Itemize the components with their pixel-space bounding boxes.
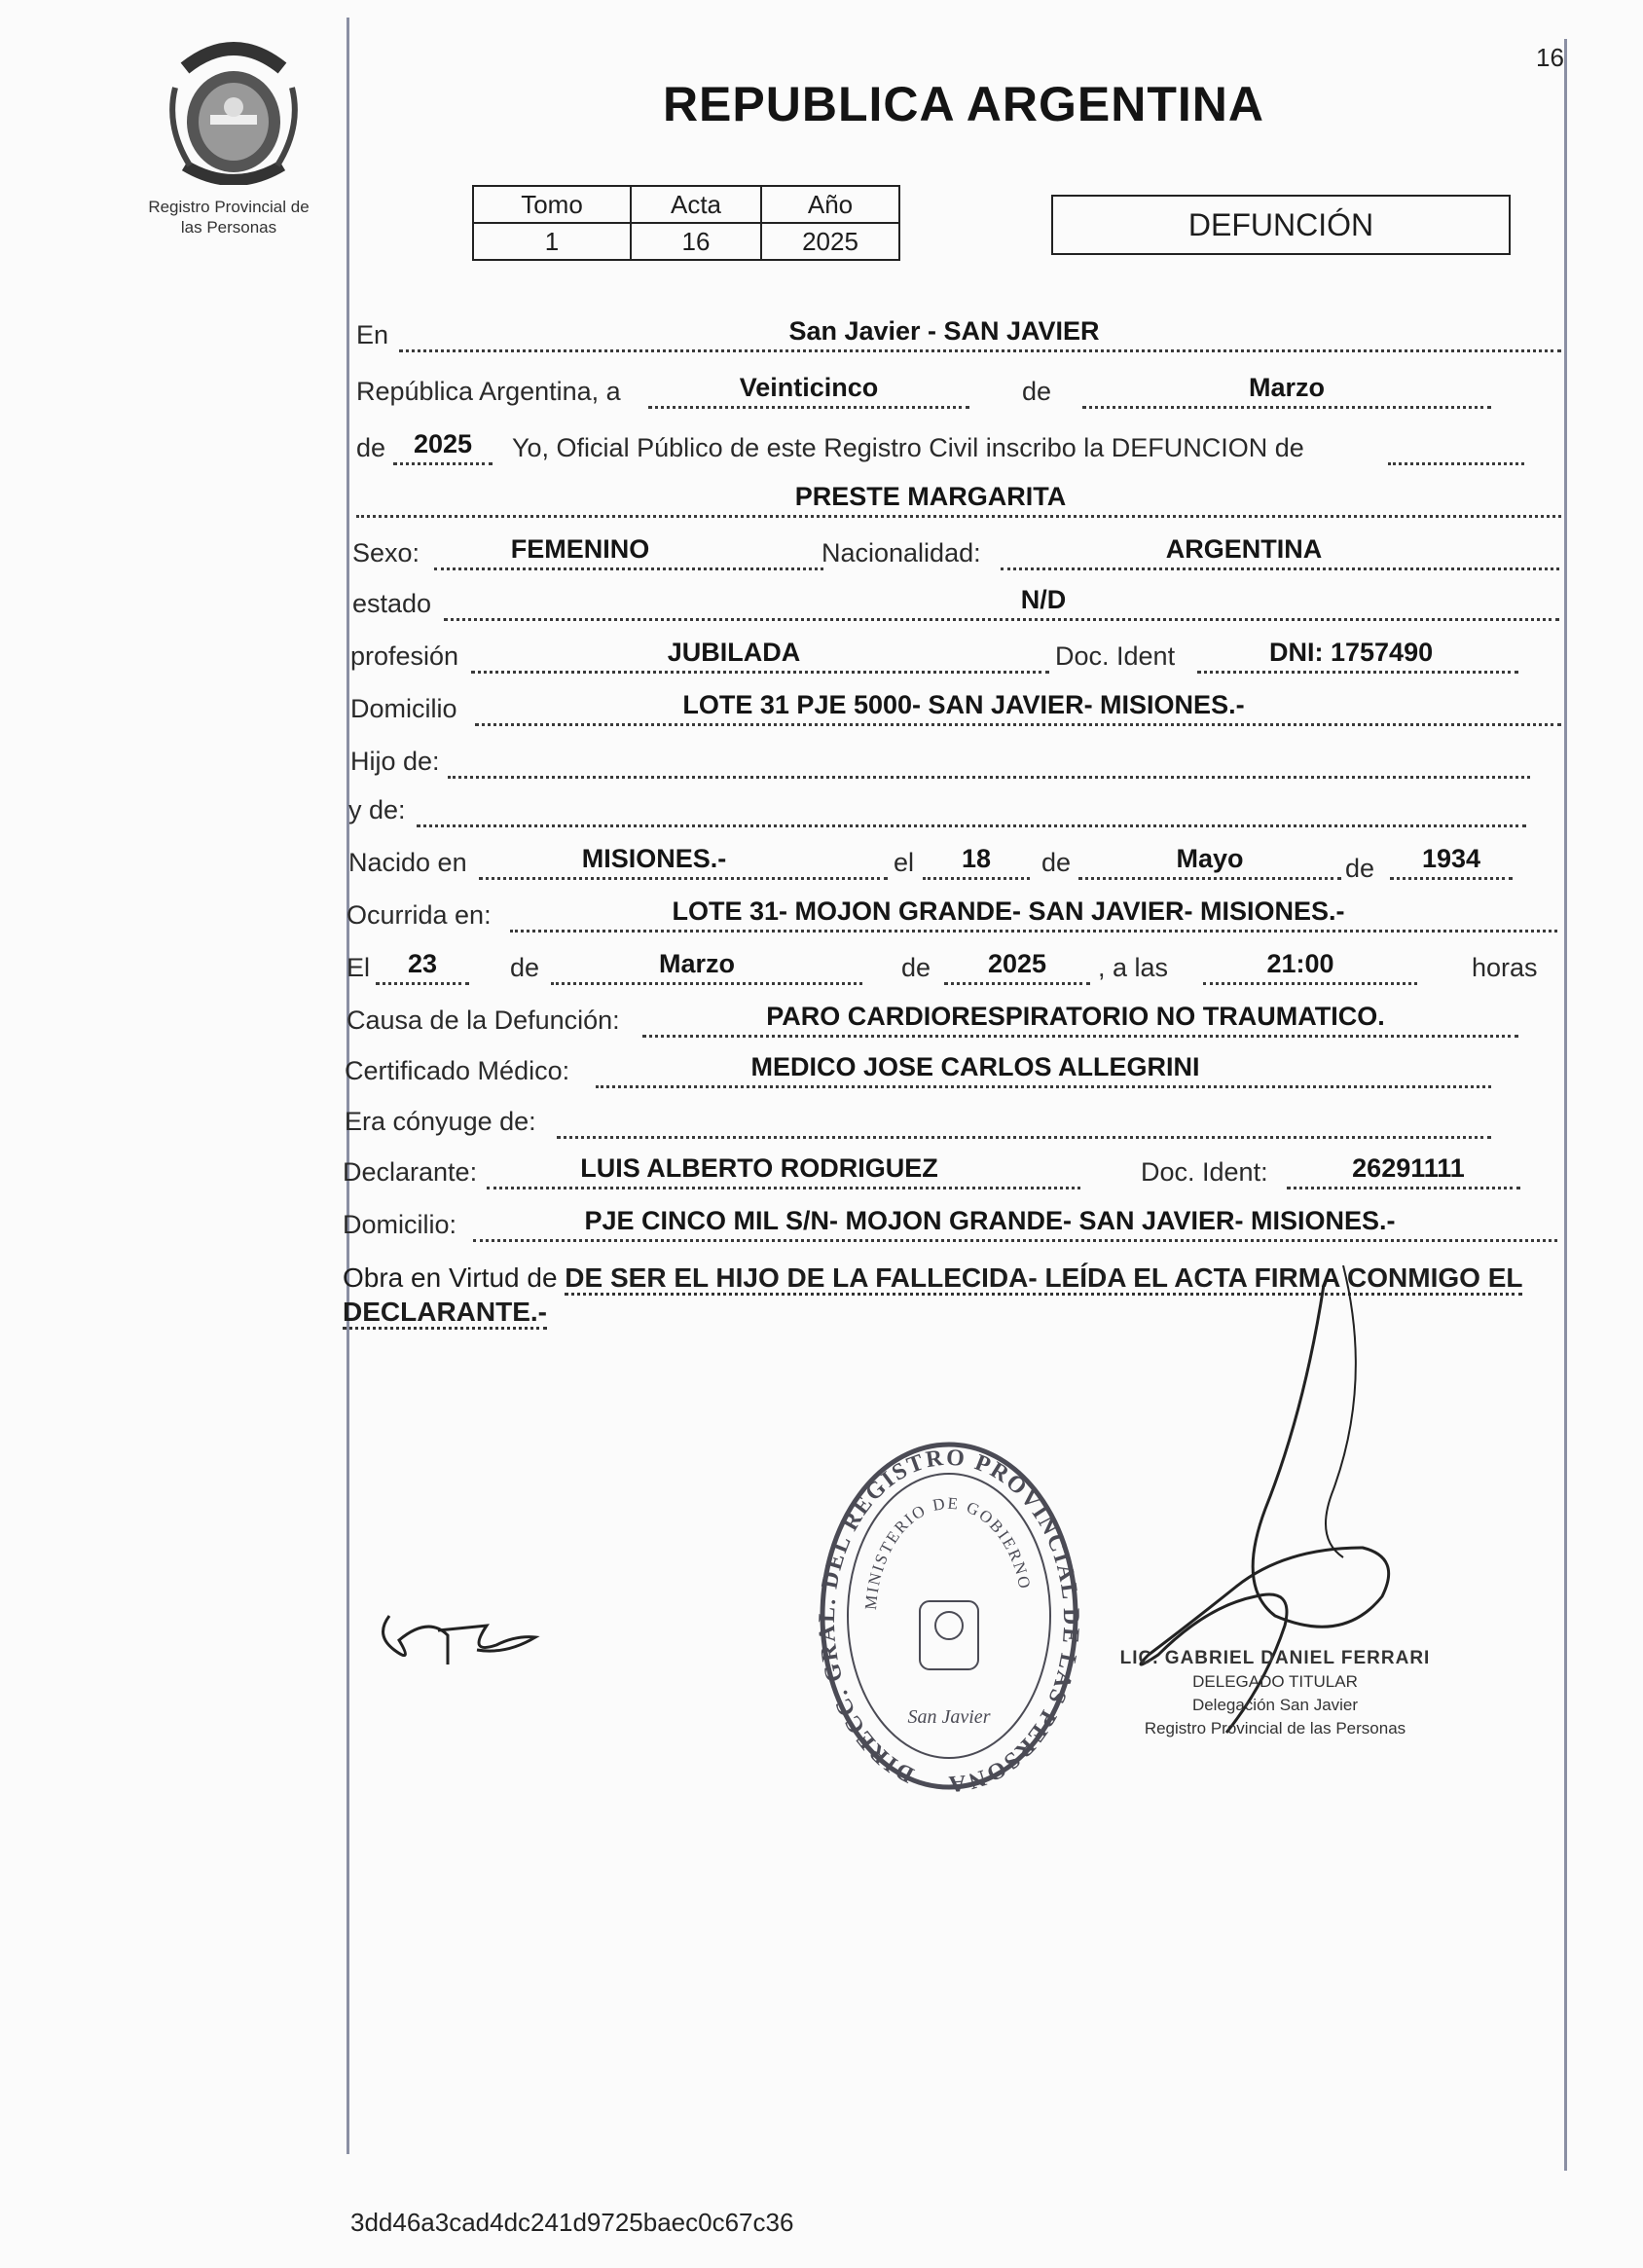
de-label-6: de: [901, 953, 931, 982]
name-dotline: [356, 515, 1561, 518]
nacionalidad-dotline: [1001, 567, 1559, 570]
deceased-name-value: PRESTE MARGARITA: [794, 482, 1067, 511]
year-dotline: [393, 462, 493, 465]
row-estado: [352, 580, 1559, 625]
birth-day-dotline: [923, 877, 1030, 880]
row-declarante-domicilio: [343, 1201, 1557, 1246]
right-margin-line: [1564, 39, 1567, 2171]
row-death-date: [347, 944, 1557, 989]
nacido-label: Nacido en: [348, 848, 467, 877]
svg-text:DIRECC. GRAL. DEL REGISTRO PRO: [818, 1431, 1080, 1796]
seal-place-text: San Javier: [907, 1706, 991, 1728]
month-dotline: [1082, 406, 1491, 409]
row-certificado: [345, 1047, 1555, 1092]
republica-label: República Argentina, a: [356, 377, 621, 406]
declarante-label: Declarante:: [343, 1157, 478, 1187]
svg-text:MINISTERIO DE GOBIERNO: [861, 1494, 1035, 1611]
en-label: En: [356, 320, 389, 349]
seal-ring-text: DIRECC. GR . DEL REGISTRO PROVINCIAL LAS PERSONA: [818, 1445, 1080, 1797]
ocurrida-label: Ocurrida en:: [347, 900, 492, 930]
misiones-coat-of-arms-logo: [156, 29, 311, 185]
record-table: [472, 185, 900, 261]
en-value: San Javier - SAN JAVIER: [788, 316, 1100, 346]
official-seal: [818, 1431, 1080, 1801]
page-number: 16: [1536, 43, 1564, 72]
nacido-en-value: MISIONES.-: [581, 844, 727, 873]
birth-year-value: 1934: [1421, 844, 1481, 873]
row-yde: [348, 786, 1559, 831]
header-tomo: Tomo: [473, 186, 631, 223]
death-month-dotline: [551, 982, 862, 985]
de-label-4: de: [1345, 854, 1375, 883]
registro-provincial-caption: [117, 197, 341, 238]
row-profesion: [350, 633, 1561, 677]
certificado-dotline: [596, 1085, 1491, 1088]
sexo-value: FEMENINO: [510, 534, 650, 564]
birth-year-dotline: [1390, 877, 1513, 880]
document-title: REPUBLICA ARGENTINA: [662, 77, 1265, 131]
record-table-header-row: [473, 186, 899, 223]
obra-label: Obra en Virtud de: [343, 1262, 558, 1293]
estado-dotline: [444, 618, 1559, 621]
officer-org: Registro Provincial de las Personas: [1144, 1719, 1406, 1738]
birth-month-dotline: [1078, 877, 1341, 880]
domicilio2-label: Domicilio:: [343, 1210, 457, 1239]
ano-value: 2025: [761, 223, 899, 260]
row-year: [356, 424, 1563, 469]
month-value: Marzo: [1248, 373, 1325, 402]
death-month-value: Marzo: [658, 949, 735, 978]
declarante-value: LUIS ALBERTO RODRIGUEZ: [580, 1153, 938, 1183]
doc-ident-value: DNI: 1757490: [1269, 638, 1434, 667]
officer-stamp: [1110, 1647, 1441, 1740]
ocurrida-value: LOTE 31- MOJON GRANDE- SAN JAVIER- MISIONES.-: [672, 896, 1345, 926]
officer-role: DELEGADO TITULAR: [1192, 1672, 1358, 1691]
death-year-dotline: [944, 982, 1090, 985]
death-time-value: 21:00: [1266, 949, 1334, 978]
death-day-dotline: [376, 982, 469, 985]
de-label-3: de: [1041, 848, 1072, 877]
registro-line-2: las Personas: [180, 218, 277, 237]
en-dotline: [399, 349, 1561, 352]
causa-dotline: [642, 1035, 1518, 1038]
day-dotline: [648, 406, 969, 409]
officer-name: LIC. GABRIEL DANIEL FERRARI: [1119, 1648, 1431, 1668]
doc-ident2-label: Doc. Ident:: [1141, 1157, 1268, 1187]
de-label-2: de: [356, 433, 386, 462]
tomo-value: 1: [473, 223, 631, 260]
profesion-value: JUBILADA: [667, 638, 801, 667]
death-year-value: 2025: [987, 949, 1047, 978]
profesion-dotline: [471, 671, 1049, 674]
seal-inner-text: MINISTERIO DE GOBIERNO: [860, 1493, 1035, 1611]
day-words-value: Veinticinco: [739, 373, 879, 402]
row-nacido: [348, 839, 1559, 884]
document-hash: 3dd46a3cad4dc241d9725baec0c67c36: [350, 2208, 794, 2237]
declarante-domicilio-dotline: [473, 1239, 1557, 1242]
alas-label: , a las: [1098, 953, 1169, 982]
causa-label: Causa de la Defunción:: [347, 1006, 620, 1035]
hijo-label: Hijo de:: [350, 747, 440, 776]
doc-ident-dotline: [1197, 671, 1518, 674]
row-en: [356, 311, 1563, 356]
horas-label: horas: [1472, 953, 1538, 982]
ocurrida-dotline: [510, 930, 1557, 933]
row-ocurrida: [347, 892, 1557, 936]
domicilio-dotline: [475, 723, 1561, 726]
conyuge-label: Era cónyuge de:: [345, 1107, 536, 1136]
doc-ident-label: Doc. Ident: [1055, 641, 1176, 671]
officer-office: Delegación San Javier: [1191, 1696, 1359, 1714]
row-name: [356, 477, 1563, 522]
sexo-dotline: [434, 567, 823, 570]
certificado-value: MEDICO JOSE CARLOS ALLEGRINI: [750, 1052, 1200, 1081]
acta-value: 16: [631, 223, 761, 260]
birth-day-value: 18: [961, 844, 992, 873]
certificado-label: Certificado Médico:: [345, 1056, 570, 1085]
declarant-signature: [370, 1596, 545, 1674]
row-hijo: [350, 738, 1561, 783]
nacionalidad-label: Nacionalidad:: [822, 538, 981, 567]
inscribo-dotline: [1388, 462, 1524, 465]
profesion-label: profesión: [350, 641, 459, 671]
obra-value: DE SER EL HIJO DE LA FALLECIDA- LEÍDA EL ACTA FIRMA CONMIGO EL DECLARANTE.-: [343, 1262, 1522, 1330]
declarante-doc-dotline: [1287, 1187, 1520, 1189]
domicilio-value: LOTE 31 PJE 5000- SAN JAVIER- MISIONES.-: [682, 690, 1245, 719]
row-domicilio: [350, 685, 1561, 730]
row-republica: [356, 368, 1563, 413]
header-acta: Acta: [631, 186, 761, 223]
birth-month-value: Mayo: [1176, 844, 1244, 873]
inscribo-text: Yo, Oficial Público de este Registro Civil inscribo la DEFUNCION de: [512, 433, 1304, 462]
yde-label: y de:: [348, 795, 406, 824]
row-causa: [347, 997, 1557, 1042]
declarante-domicilio-value: PJE CINCO MIL S/N- MOJON GRANDE- SAN JAVIER- MISIONES.-: [584, 1206, 1396, 1235]
header-ano: Año: [761, 186, 899, 223]
hijo-dotline: [448, 776, 1530, 779]
nacido-dotline: [479, 877, 888, 880]
row-sexo: [352, 530, 1559, 574]
conyuge-dotline: [557, 1136, 1491, 1139]
de-label-5: de: [510, 953, 540, 982]
yde-dotline: [417, 824, 1526, 827]
domicilio-label: Domicilio: [350, 694, 457, 723]
row-conyuge: [345, 1098, 1555, 1143]
year-value: 2025: [413, 429, 473, 458]
sexo-label: Sexo:: [352, 538, 420, 567]
nacionalidad-value: ARGENTINA: [1165, 534, 1323, 564]
act-type-box: DEFUNCIÓN: [1051, 195, 1511, 255]
causa-value: PARO CARDIORESPIRATORIO NO TRAUMATICO.: [766, 1002, 1385, 1031]
death-day-value: 23: [407, 949, 438, 978]
el2-label: El: [347, 953, 371, 982]
death-time-dotline: [1203, 982, 1417, 985]
estado-label: estado: [352, 589, 432, 618]
declarante-doc-value: 26291111: [1352, 1153, 1465, 1183]
el-label: el: [894, 848, 915, 877]
registro-line-1: Registro Provincial de: [148, 198, 310, 216]
de-label-1: de: [1022, 377, 1052, 406]
declarante-dotline: [487, 1187, 1080, 1189]
row-declarante: [343, 1149, 1553, 1193]
record-table-value-row: [473, 223, 899, 260]
estado-value: N/D: [1020, 585, 1067, 614]
